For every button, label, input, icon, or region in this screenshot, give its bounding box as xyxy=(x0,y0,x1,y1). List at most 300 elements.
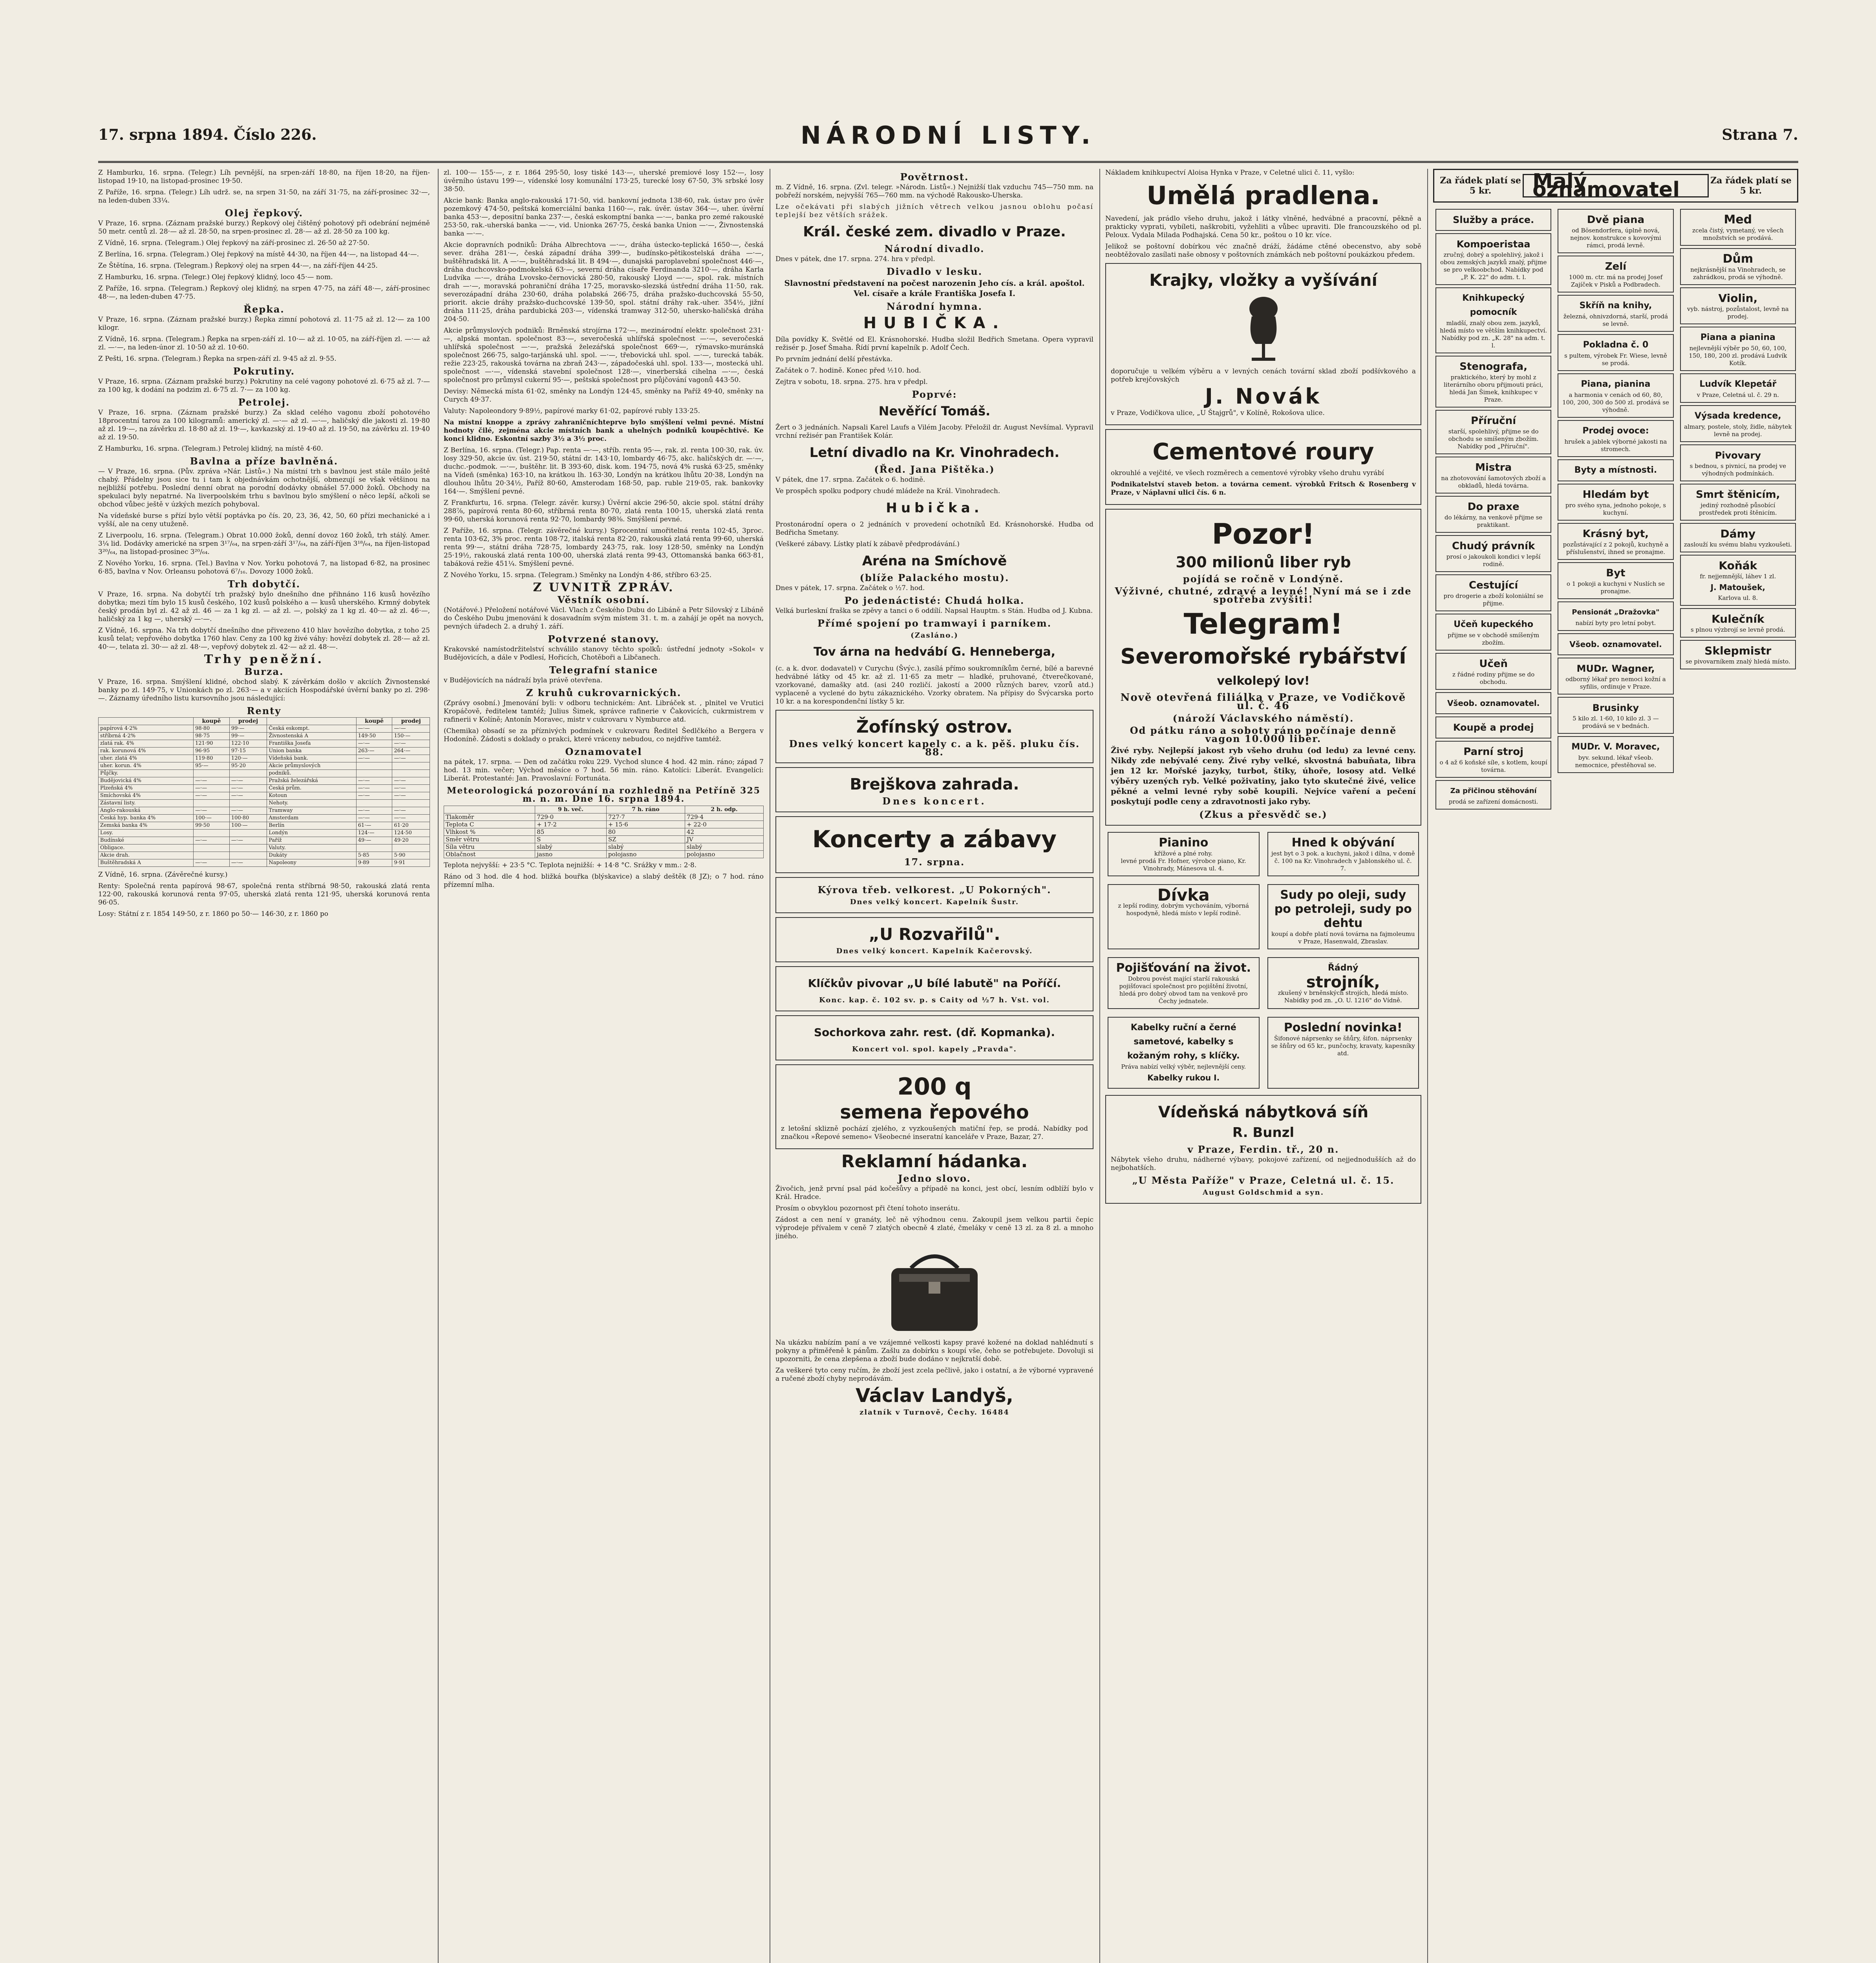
page-number: Strana 7. xyxy=(1722,126,1798,143)
dress-form-icon xyxy=(1240,293,1287,364)
advert-heading: Pianino xyxy=(1159,836,1209,850)
table-cell: Tlakoměr xyxy=(444,813,535,821)
category-heading: Všeob. oznamovatel. xyxy=(1447,698,1540,708)
table-row xyxy=(99,762,430,770)
ad-heading: MUDr. Wagner, xyxy=(1576,663,1655,674)
ad-text: odborný lékař pro nemoci kožní a syfilis, ordinuje v Praze. xyxy=(1565,676,1666,690)
classified-ad xyxy=(1680,523,1796,552)
table-cell: polojasno xyxy=(685,851,763,858)
table-cell: uher. korun. 4% xyxy=(99,762,194,770)
advert-heading: 300 milionů liber ryb xyxy=(1176,554,1351,571)
article-paragraph: Z Vídně, 16. srpna. (Závěrečné kursy.) xyxy=(98,871,228,879)
article-paragraph: (c. a k. dvor. dodavatel) v Curychu (Švýc.), zasílá přímo soukromníkům černé, bílé a barevné hedvábné látky od 45 kr. až zl. 11·65 za metr — hladké, pruhované, čtverečkované, vzorkované, damašky atd. (asi 240 rozličí. jakostí a 2000 různých barev, vzorů atd.) vyplaceně a vyclené do bytu zákaznického. Vzorky obratem. Na přípisy do Švýcarska porto 10 kr. a na korespondenční lístky 5 kr. xyxy=(775,665,1093,706)
table-header-cell: 2 h. odp. xyxy=(685,806,763,813)
advert-text: August Goldschmid a syn. xyxy=(1202,1188,1324,1197)
ad-heading: Piana, pianina xyxy=(1581,379,1651,389)
advert-heading: Sochorkova zahr. rest. (dř. Kopmanka). xyxy=(814,1026,1055,1039)
ad-text: fr. nejjemnější, láhev 1 zl. xyxy=(1700,573,1776,580)
ad-heading: Smrt štěnicím, xyxy=(1696,489,1780,501)
ad-heading: Piana a pianina xyxy=(1700,333,1775,342)
table-cell: 124·50 xyxy=(392,830,430,837)
article-paragraph: V Praze, 16. srpna. (Záznam pražské burzy.) Za sklad celého vagonu zboží pohotového 18procentní tarou za 100 kilogramů: americký zl. —·— až zl. —·—, haličský dle jakosti zl. 19·80 až zl. 19·—, na závěrku zl. 18·80 až zl. 19·—, kavkazský zl. 19·40 až zl. 19·50, na závěrku zl. 19·40 až zl. 19·50. xyxy=(98,409,430,441)
advert-heading: velkolepý lov! xyxy=(1217,674,1310,688)
table-cell: 122·10 xyxy=(229,740,267,748)
column-classifieds xyxy=(1433,169,1798,1963)
table-cell: —·— xyxy=(392,725,430,733)
ad-text: s bednou, s pivnicí, na prodej ve výhodných podmínkách. xyxy=(1689,462,1786,477)
ad-heading: J. Matoušek, xyxy=(1710,583,1765,592)
table-cell: 729·4 xyxy=(685,813,763,821)
table-cell: JV xyxy=(685,836,763,843)
table-cell: zlatá rak. 4% xyxy=(99,740,194,748)
table-cell: + 22·0 xyxy=(685,821,763,828)
table-cell: slabý xyxy=(606,843,685,851)
advert-heading: 200 q xyxy=(897,1073,972,1100)
advert-text: Dnes koncert. xyxy=(882,795,987,807)
masthead-title: NÁRODNÍ LISTY. xyxy=(800,121,1096,150)
advert-heading: Žofínský ostrov. xyxy=(856,717,1013,737)
table-cell: 150·— xyxy=(392,733,430,740)
advert-text: Podnikatelství staveb beton. a továrna cement. výrobků Fritsch & Rosenberg v Praze, v Náplavní ulici čís. 6 n. xyxy=(1111,481,1416,497)
table-cell: —·— xyxy=(356,755,392,762)
article-paragraph: Teplota nejvyšší: + 23·5 °C. Teplota nejnižší: + 14·8 °C. Srážky v mm.: 2·8. xyxy=(444,861,697,869)
table-cell: —·— xyxy=(229,837,267,844)
section-heading: Řepka. xyxy=(243,303,285,315)
ad-heading: Kulečník xyxy=(1711,612,1764,625)
classified-ad xyxy=(1680,287,1796,324)
table-cell: —·— xyxy=(229,792,267,800)
ad-heading: Ludvík Klepetář xyxy=(1699,379,1777,389)
table-cell: Živnostenská A xyxy=(267,733,356,740)
advert-heading: Cementové roury xyxy=(1152,438,1374,465)
theatre-subheading: Národní divadlo. xyxy=(884,243,985,254)
classified-ad xyxy=(1558,523,1673,560)
table-cell: 97·15 xyxy=(229,748,267,755)
advert-box xyxy=(1108,884,1260,949)
table-row xyxy=(99,852,430,859)
section-heading: Burza. xyxy=(244,666,284,677)
table-cell: Akcie drah. xyxy=(99,852,194,859)
table-cell: —·— xyxy=(356,815,392,822)
table-cell: Česká prům. xyxy=(267,785,356,792)
advert-text: Zádost a cen není v granáty, leč ně výhodnou cenu. Zakoupil jsem velkou partii čepic výprodeje přívalem v ceně 7 zlatých obecně 4 zlaté, čmeláky v ceně 13 zl. za 8 zl. a mnoho jiného. xyxy=(775,1216,1093,1240)
section-heading: Z kruhů cukrovarnických. xyxy=(526,687,682,698)
article-paragraph: Na vídeňské burse s přízí bylo větší poptávka po čís. 20, 23, 36, 42, 50, 60 přízi mechanické a i vyšší, ale na ceny utuženě. xyxy=(98,512,430,528)
table-row xyxy=(99,785,430,792)
advert-grid xyxy=(1105,830,1421,1091)
table-cell: Berlín xyxy=(267,822,356,830)
classified-ad xyxy=(1558,601,1673,631)
advert-heading: Pojišťování na život. xyxy=(1116,961,1251,975)
table-cell: —·— xyxy=(356,807,392,815)
article-paragraph: Z Hamburku, 16. srpna. (Telegr.) Olej řepkový klidný, loco 45·— nom. xyxy=(98,273,333,281)
table-cell: 98·75 xyxy=(194,733,230,740)
advert-box xyxy=(775,710,1093,763)
price-note: Za řádek platí se 5 kr. xyxy=(1440,175,1521,196)
section-heading: Věstník osobní. xyxy=(557,594,650,605)
ad-text: zručný, dobrý a spolehlivý, jakož i obou zemských jazyků znalý, přijme se pro velkoobchod. Nabídky pod „P. K. 22" do adm. t. l. xyxy=(1440,251,1547,281)
table-cell: —·— xyxy=(229,859,267,867)
section-heading: Potvrzené stanovy. xyxy=(548,633,660,645)
classified-ad xyxy=(1435,457,1551,493)
table-header-cell xyxy=(267,718,356,725)
table-cell xyxy=(229,800,267,807)
table-cell: polojasno xyxy=(606,851,685,858)
weather-table xyxy=(444,806,764,858)
ad-heading: Učeň xyxy=(1479,658,1508,670)
advert-heading: Pozor! xyxy=(1212,517,1315,550)
notice: Přímé spojení po tramwayi i parníkem. xyxy=(817,618,1052,629)
advert-box xyxy=(775,877,1093,913)
advert-heading: Brejškova zahrada. xyxy=(850,775,1019,793)
classifieds-title: Malý oznamovatel xyxy=(1523,174,1709,197)
table-row xyxy=(99,815,430,822)
advert-box xyxy=(775,917,1093,962)
section-heading: Bavlna a příze bavlněná. xyxy=(190,455,338,467)
advert-box xyxy=(1108,832,1260,876)
table-row xyxy=(444,851,764,858)
classified-ad xyxy=(1680,248,1796,285)
advert-text: doporučuje u velkém výběru a v levných cenách tovární sklad zboží podšívkového a potřeb krejčovských xyxy=(1111,367,1416,384)
article-paragraph: Prostonárodní opera o 2 jednáních v provedení ochotníků Ed. Krásnohorské. Hudba od Bedřicha Smetany. xyxy=(775,521,1093,537)
ad-heading: Pokladna č. 0 xyxy=(1583,340,1649,350)
article-paragraph: V Praze, 16. srpna. (Záznam pražské burzy.) Pokrutiny na celé vagony pohotové zl. 6·75 až zl. 7·— za 100 kg, k dodání na podzim zl. 6·75 zl. 7·— za 100 kg. xyxy=(98,378,430,394)
ad-text: zaslouží ku svému blahu vyzkoušeti. xyxy=(1684,541,1792,548)
category-heading: Koupě a prodej xyxy=(1453,722,1534,733)
advert-box xyxy=(1267,884,1419,949)
article-paragraph: Ráno od 3 hod. dle 4 hod. bližká bouřka (blýskavice) a slabý deštěk (8 JZ); o 7 hod. ráno přízemní mlha. xyxy=(444,873,764,889)
advert-text: Nově otevřená filiálka v Praze, ve Vodičkově ul. č. 46 xyxy=(1120,692,1406,712)
advert-text: z lepší rodiny, dobrým vychováním, výborná hospodyně, hledá místo v lepší rodině. xyxy=(1118,902,1249,917)
table-cell: —·— xyxy=(392,740,430,748)
article-paragraph: Krakovské namístodržitelství schválilo stanovy těchto spolků: ústřední jednoty »Sokol« v Budějovicích, a dále v Podlesí, Hořicích, Chotěboři a Libčanech. xyxy=(444,645,764,662)
table-cell: Vlhkost % xyxy=(444,828,535,836)
advert-box xyxy=(1267,957,1419,1009)
table-cell: Obligace. xyxy=(99,844,194,852)
article-paragraph: Na místní knoppe a zprávy zahraničníchteprve bylo smýšlení velmi pevné. Místní hodnoty čilé, zejména akcie místních bank a uhelných podniků koupěchtivé. Ke konci klidno. Eskontní sazby 3½ a 3½ proc. xyxy=(444,419,764,443)
table-cell: Union banka xyxy=(267,748,356,755)
table-cell: 49·— xyxy=(356,837,392,844)
advert-box xyxy=(775,966,1093,1011)
classified-ad xyxy=(1435,356,1551,408)
advert-box xyxy=(1108,1017,1260,1089)
table-cell: 100·— xyxy=(194,815,230,822)
ad-text: jediný rozhodně působící prostředek proti štěnicím. xyxy=(1699,502,1777,516)
advert-box xyxy=(775,1015,1093,1060)
table-cell: 42 xyxy=(685,828,763,836)
table-cell: stříbrná 4·2% xyxy=(99,733,194,740)
article-paragraph: V Praze, 16. srpna. Smýšlení klidné, obchod slabý. K závěrkám došlo v akciích Živnostenské banky po zl. 149·75, v Unionkách po zl. 263·— a v akciích Hospodářské úvěrní banky po zl. 298·—. Záznamy úředního listu kursovního jsou následující: xyxy=(98,678,430,702)
exchange-rate-table xyxy=(98,717,430,867)
table-cell: —·— xyxy=(392,755,430,762)
table-cell: 119·80 xyxy=(194,755,230,762)
table-cell: —·— xyxy=(229,785,267,792)
issue-info: 17. srpna 1894. Číslo 226. xyxy=(98,126,317,143)
article-paragraph: Z Paříže, 16. srpna. (Telegram.) Řepkový olej klidný, na srpen 47·75, na září 48·—, září-prosinec 48·—, na leden-duben 47·75. xyxy=(98,285,430,301)
table-header-cell: prodej xyxy=(392,718,430,725)
advert-text: Koncert vol. spol. kapely „Pravda". xyxy=(852,1045,1017,1053)
table-cell: SZ xyxy=(606,836,685,843)
section-heading: Oznamovatel xyxy=(565,746,642,757)
article-paragraph: Z Hamburku, 16. srpna. (Telegr.) Líh pevnější, na srpen-září 18·80, na říjen 18·20, na říjen-listopad 19·10, na listopad-prosinec 19·50. xyxy=(98,169,430,185)
theatre-subheading: (blíže Palackého mostu). xyxy=(859,572,1009,583)
table-cell: Tramway xyxy=(267,807,356,815)
classified-ad xyxy=(1558,209,1673,253)
ad-text: almary, postele, stoly, židle, nábytek levně na prodej. xyxy=(1684,423,1792,438)
table-cell: 61·— xyxy=(356,822,392,830)
table-cell: —·— xyxy=(392,792,430,800)
theatre-heading: Letní divadlo na Kr. Vinohradech. xyxy=(809,445,1060,461)
ad-heading: Učeň kupeckého xyxy=(1454,620,1534,629)
table-cell: Oblačnost xyxy=(444,851,535,858)
classified-ad xyxy=(1558,658,1673,695)
table-cell: slabý xyxy=(685,843,763,851)
advert-heading: Umělá pradlena. xyxy=(1146,181,1380,210)
ad-text: na zhotovování šamotových zboží a obkladů, hledá továrna. xyxy=(1441,475,1546,489)
table-cell xyxy=(356,844,392,852)
table-cell: 264·— xyxy=(392,748,430,755)
advert-heading: semena řepového xyxy=(840,1101,1029,1123)
ad-text: a harmonia v cenách od 60, 80, 100, 200, 300 do 500 zl. prodává se výhodně. xyxy=(1562,391,1669,413)
table-cell: —·— xyxy=(194,792,230,800)
ad-text: od Bösendorfera, úplně nová, nejnov. konstrukce s kovovými rámci, prodá levně. xyxy=(1570,227,1661,249)
article-paragraph: (Chemika) obsadí se za příznivých podmínek v cukrovaru Ředitel Šedlčkého a Bergera v Hodoníně. Žádosti s doklady o prakci, které vráceny nebudou, co nejdříve tamtéž. xyxy=(444,727,764,743)
advert-heading: Severomořské rybářství xyxy=(1120,644,1406,669)
advert-text: Živé ryby. Nejlepší jakost ryb všeho druhu (od ledu) za levné ceny. Nikdy zde nebývalé ceny. Živé ryby velké, skvostná babuňata, libra jen 12 kr. Mořské jazyky, turbot, štiky, úhoře, lososy atd. Velké výběry uzených ryb. Velké poživatiny, jako tyto skutečné živé, velice pěkné a velmi levné ryby sobě koupili. Nejvíce vaření a pečení poskytují podle ceny a zdravotnosti jako ryby. xyxy=(1111,746,1416,806)
advert-text: pojídá se ročně v Londýně. xyxy=(1183,573,1344,585)
advert-heading: Tov árna na hedvábí G. Henneberga, xyxy=(813,645,1056,659)
advert-text: zkušený v brněnských strojích, hledá místo. Nabídky pod zn. „O. U. 1216" do Vídně. xyxy=(1278,989,1408,1004)
table-cell: uher. zlatá 4% xyxy=(99,755,194,762)
advert-text: okrouhlé a vejčité, ve všech rozměrech a cementové výrobky všeho druhu vyrábí xyxy=(1111,469,1384,477)
table-cell: 149·50 xyxy=(356,733,392,740)
article-paragraph: (Veškeré zábavy. Lístky platí k zábavě předprodávání.) xyxy=(775,540,960,548)
play-title: Nevěřící Tomáš. xyxy=(878,404,991,419)
table-row xyxy=(99,800,430,807)
table-row xyxy=(99,748,430,755)
advert-text: Prosím o obvyklou pozornost při čtení tohoto inserátu. xyxy=(775,1204,960,1212)
table-cell: Česká hyp. banka 4% xyxy=(99,815,194,822)
table-cell: —·— xyxy=(356,725,392,733)
table-cell: Napoleony xyxy=(267,859,356,867)
table-cell: + 17·2 xyxy=(535,821,607,828)
section-heading: Trh dobytčí. xyxy=(227,578,301,590)
category-heading: Byty a místnosti. xyxy=(1574,465,1657,475)
table-cell: jasno xyxy=(535,851,607,858)
ad-text: mladší, znalý obou zem. jazyků, hledá místo ve větším knihkupectví. Nabídky pod zn. „K. 28" na adm. t. l. xyxy=(1440,320,1547,349)
notice: (Zasláno.) xyxy=(911,631,958,640)
table-cell: Buštěhradská A xyxy=(99,859,194,867)
table-cell: Kotoun xyxy=(267,792,356,800)
article-paragraph: Lze očekávati při slabých jižních větrech velkou jasnou oblohu počasí teplejší bez větších srážek. xyxy=(775,203,1093,219)
table-cell: 99·50 xyxy=(194,822,230,830)
advert-text: Práva nabízí velký výběr, nejlevnější ceny. xyxy=(1121,1063,1246,1070)
table-cell: 5·85 xyxy=(356,852,392,859)
advert-text: Dnes velký koncert. Kapelník Kačerovský. xyxy=(836,947,1033,955)
table-cell: 5·90 xyxy=(392,852,430,859)
ad-heading: Dům xyxy=(1722,252,1753,266)
advert-heading: Hned k obývání xyxy=(1291,836,1395,850)
classified-ad xyxy=(1558,420,1673,457)
advert-box xyxy=(1267,832,1419,876)
ad-text: pozůstávající z 2 pokojů, kuchyně a příslušenství, ihned se pronajme. xyxy=(1563,541,1669,556)
ad-heading: Stenografa, xyxy=(1459,361,1528,373)
article-paragraph: Akcie dopravních podniků: Dráha Albrechtova —·—, dráha ústecko-teplická 1650·—, česká sever. dráha 281·—, česká západní dráha 399·—, budínsko-pětikostelská dráha —·—, buštěhradská lit. A —·—, buštěhradská lit. B 494·—, dunajská paroplavební společnost 446·—, dráha duchcovsko-podmokelská 63·—, severní dráha císaře Ferdinanda 3210·—, dráha Karla Ludvíka —·—, dráha Lvovsko-černovická 280·50, rakouský Lloyd —·—, spol. rak. místních drah —·—, moravská pohraniční dráha 17·25, moravsko-slezská ústřední dráha 11·50, rak. severozápadní dráha 230·60, dráha polabská 266·75, dráha pražsko-duchcovská 55·50, priorit. akcie dráhy pražsko-duchcovské 139·50, spol. státní dráhy rak.-uher. 354½, jižní dráha 111·25, dráha pardubická 203·—, vídenská tramway 312·50, uhersko-haličská dráha 204·50. xyxy=(444,241,764,323)
table-cell: 263·— xyxy=(356,748,392,755)
classified-ad xyxy=(1680,209,1796,246)
table-header-cell xyxy=(444,806,535,813)
article-paragraph: Slavnostní představení na počest narozenin Jeho cís. a král. apoštol. Vel. císaře a krále Františka Josefa I. xyxy=(784,278,1085,298)
table-row xyxy=(99,830,430,837)
table-cell: + 15·6 xyxy=(606,821,685,828)
ad-text: byv. sekund. lékař všeob. nemocnice, přestěhoval se. xyxy=(1575,754,1657,769)
table-cell: —·— xyxy=(229,777,267,785)
table-cell xyxy=(229,852,267,859)
ad-text: o 1 pokoji a kuchyni v Nuslích se pronajme. xyxy=(1566,580,1665,595)
table-cell: Dukáty xyxy=(267,852,356,859)
ad-heading: Příruční xyxy=(1471,415,1516,427)
ad-heading: Za přičinou stěhování xyxy=(1450,787,1537,795)
advert-heading: Kabelky ruční a černé sametové, kabelky s kožaným rohy, s klíčky. xyxy=(1127,1023,1240,1061)
table-cell xyxy=(392,762,430,770)
table-cell xyxy=(194,800,230,807)
table-cell: papírová 4·2% xyxy=(99,725,194,733)
table-cell: Valuty. xyxy=(267,844,356,852)
ad-text: v Praze, Celetná ul. č. 29 n. xyxy=(1697,391,1779,398)
advert-text: Šifonové náprsenky se šňůry, šifon. náprsenky se šňůry od 65 kr., punčochy, kravaty, kapesníky atd. xyxy=(1271,1035,1415,1057)
ad-heading: Sklepmistr xyxy=(1704,644,1772,657)
category-heading: Všeob. oznamovatel. xyxy=(1569,640,1662,649)
table-cell: 727·7 xyxy=(606,813,685,821)
ad-heading: Kompoeristaa xyxy=(1456,239,1530,250)
classified-ad xyxy=(1435,410,1551,454)
classified-ad xyxy=(1435,535,1551,572)
table-cell xyxy=(194,770,230,777)
table-cell xyxy=(229,770,267,777)
table-row xyxy=(99,725,430,733)
table-cell: Pražská železářská xyxy=(267,777,356,785)
classified-ad xyxy=(1680,484,1796,521)
table-cell: Vídeňská bank. xyxy=(267,755,356,762)
table-cell: 100·— xyxy=(229,822,267,830)
advert-text: Za veškeré tyto ceny ručím, že zboží jest zcela pečlivě, jako i ostatní, a že výborné vypravené a ručené zboží chyby neprodávám. xyxy=(775,1367,1093,1383)
ad-heading: Violin, xyxy=(1718,292,1758,305)
ad-heading: Cestující xyxy=(1469,579,1518,591)
table-cell: —·— xyxy=(392,777,430,785)
classified-ad xyxy=(1558,459,1673,481)
advert-text: Nábytek všeho druhu, nádherné výbavy, pokojové zařízení, od nejjednodušších až do nejbohatších. xyxy=(1111,1156,1416,1172)
column-finance xyxy=(444,169,764,1963)
advert-heading: strojník, xyxy=(1306,973,1380,991)
table-cell: Anglo-rakouská xyxy=(99,807,194,815)
article-paragraph: Z Liverpoolu, 16. srpna. (Telegram.) Obrat 10.000 žoků, denní dovoz 160 žoků, trh stálý. Amer. 3¼ lid. Dodávky americké na srpen 3¹⁷/₆₄, na srpen-září 3¹⁷/₆₄, na září-říjen 3¹⁸/₆₄, na říjen-listopad 3²⁰/₆₄, na listopad-prosinec 3²⁰/₆₄. xyxy=(98,532,430,556)
table-cell: 80 xyxy=(606,828,685,836)
table-cell: Amsterdam xyxy=(267,815,356,822)
table-cell: Plzeňská 4% xyxy=(99,785,194,792)
table-cell: Budínské xyxy=(99,837,194,844)
advert-text: v Praze, Vodičkova ulice, „U Štajgrů", v Kolíně, Rokošova ulice. xyxy=(1111,409,1325,417)
ad-heading: Med xyxy=(1724,213,1752,227)
table-row xyxy=(99,807,430,815)
article-paragraph: (Notářové.) Přeložení notářové Václ. Vlach z Českého Dubu do Libáně a Petr Silovský z Libáně do Českého Dubu jmenováni k dosavadním svým místem 31. t. m. a zahájí je opět na novych, pevných úřadech 2. a druhý 1. září. xyxy=(444,606,764,631)
article-paragraph: — V Praze, 16. srpna. (Pův. zpráva »Nár. Listů«.) Na místní trh s bavlnou jest stále málo ještě chabý. Přádelny jsou sice tu i tam k objednávkám ochotnější, obmezují se však většinou na nejbližší potřebu. Poslední denní obrat na porodní dodávky obnášel 57.000 žoků. Obchody na spekulaci byly nepatrné. Na liverpoolském trhu s bavlnou bylo smýšlení o něco lepší, ačkoli se obchod vůbec ještě v úzkých mezích pohyboval. xyxy=(98,468,430,508)
theatre-heading: Aréna na Smíchově xyxy=(862,553,1007,569)
ad-text: nabízí byty pro letní pobyt. xyxy=(1575,620,1656,627)
advert-text: (nároží Václavského náměstí). xyxy=(1172,713,1354,724)
table-cell: 49·20 xyxy=(392,837,430,844)
ad-text: přijme se v obchodě smíšeným zbožím. xyxy=(1448,632,1540,646)
category-heading: Služby a práce. xyxy=(1453,214,1534,225)
article-paragraph: Z Nového Yorku, 15. srpna. (Telegram.) Směnky na Londýn 4·86, stříbro 63·25. xyxy=(444,571,712,579)
ad-text: nejkrásnější na Vinohradech, se zahrádkou, prodá se výhodně. xyxy=(1690,266,1786,281)
table-cell: 95·— xyxy=(194,762,230,770)
table-cell: 95·20 xyxy=(229,762,267,770)
table-cell: Paříž xyxy=(267,837,356,844)
ad-heading: Skříň na knihy, xyxy=(1579,301,1652,311)
ad-heading: Dvě piana xyxy=(1587,214,1645,226)
price-note: Za řádek platí se 5 kr. xyxy=(1710,175,1792,196)
table-cell: —·— xyxy=(194,785,230,792)
advert-heading: „U Rozvařilů". xyxy=(869,925,1000,944)
table-row xyxy=(99,792,430,800)
advert-heading: Václav Landyš, xyxy=(856,1385,1013,1407)
table-cell: Londýn xyxy=(267,830,356,837)
ad-text: vyb. nástroj, pozůstalost, levně na prodej. xyxy=(1687,305,1789,320)
advert-heading: Telegram! xyxy=(1183,607,1343,640)
table-cell: 729·0 xyxy=(535,813,607,821)
advert-text: (Zkus a přesvědč se.) xyxy=(1199,809,1327,820)
article-paragraph: Z Vídně, 16. srpna. Na trh dobytčí dnešního dne přivezeno 410 hlav hovězího dobytka, z toho 25 kusů telat; vepřového dobytka 1760 hlav. Ceny za 100 kg živé váhy: hovězí dobytek zl. 28·— až zl. 40·—, telata zl. 30·— až zl. 48·—, vepřový dobytek zl. 42·— až zl. 48·—. xyxy=(98,627,430,651)
column-markets xyxy=(98,169,430,1963)
ad-heading: Pivovary xyxy=(1715,450,1761,461)
article-paragraph: Devisy: Německá místa 61·02, směnky na Londýn 124·45, směnky na Paříž 49·40, směnky na Curych 49·37. xyxy=(444,387,764,404)
article-paragraph: Valuty: Napoleondory 9·89½, papírové marky 61·02, papírové rubly 133·25. xyxy=(444,407,700,415)
play-title: Po jedenáctisté: Chudá holka. xyxy=(844,595,1025,606)
ad-heading: Knihkupecký pomocník xyxy=(1462,293,1525,317)
theatre-heading: Král. české zem. divadlo v Praze. xyxy=(803,224,1066,240)
article-paragraph: Ve prospěch spolku podpory chudé mládeže na Král. Vinohradech. xyxy=(775,487,1000,495)
table-cell: Nehoty. xyxy=(267,800,356,807)
table-cell: Směr větru xyxy=(444,836,535,843)
table-row xyxy=(444,821,764,828)
classified-ad xyxy=(1680,327,1796,371)
table-header-cell xyxy=(99,718,194,725)
table-cell: —·— xyxy=(392,807,430,815)
advert-text: zlatník v Turnově, Čechy. 16484 xyxy=(859,1408,1009,1417)
table-row xyxy=(99,859,430,867)
advert-heading: Reklamní hádanka. xyxy=(841,1151,1028,1172)
table-cell: Síla větru xyxy=(444,843,535,851)
ad-heading: Výsada kredence, xyxy=(1695,411,1781,421)
ad-heading: MUDr. V. Moravec, xyxy=(1571,742,1660,752)
article-paragraph: Začátek o 7. hodině. Konec před ½10. hod. xyxy=(775,367,921,375)
advert-text: jest byt o 3 pok. a kuchyni, jakož i dílna, v domě č. 100 na Kr. Vinohradech v Jablonského ul. č. 7. xyxy=(1271,850,1415,872)
ad-text: praktického, který by mohl z literárního oboru přijmouti práci, hledá Jan Šimek, knihkupec v Praze. xyxy=(1443,374,1543,403)
table-cell: —·— xyxy=(194,859,230,867)
table-cell: 121·90 xyxy=(194,740,230,748)
section-heading: Meteorologická pozorování na rozhledně na Petříně 325 m. n. m. Dne 16. srpna 1894. xyxy=(447,786,761,804)
play-title: Divadlo v lesku. xyxy=(886,266,983,277)
advert-text: Výživné, chutné, zdravé a levné! Nyní má se i zde spotřeba zvýšiti! xyxy=(1115,585,1412,605)
advert-text: Navedení, jak prádlo všeho druhu, jakož i látky vlněné, hedvábné a pracovní, pěkně a prakticky vyprati, vybíleti, naškrobiti, vyžehliti a vůbec upraviti. Dle francouzského od pl. Peloux. Vydala Milada Podhajská. Cena 50 kr., poštou o 10 kr. více. xyxy=(1105,215,1421,239)
table-cell: rak. korunová 4% xyxy=(99,748,194,755)
article-paragraph: Z Hamburku, 16. srpna. (Telegram.) Petrolej klidný, na místě 4·60. xyxy=(98,445,323,453)
table-cell xyxy=(229,844,267,852)
table-cell: 100·80 xyxy=(229,815,267,822)
ad-text: se pivovarníkem znalý hledá místo. xyxy=(1685,658,1790,665)
table-cell: Františka Josefa xyxy=(267,740,356,748)
advert-heading: Poslední novinka! xyxy=(1284,1021,1402,1035)
